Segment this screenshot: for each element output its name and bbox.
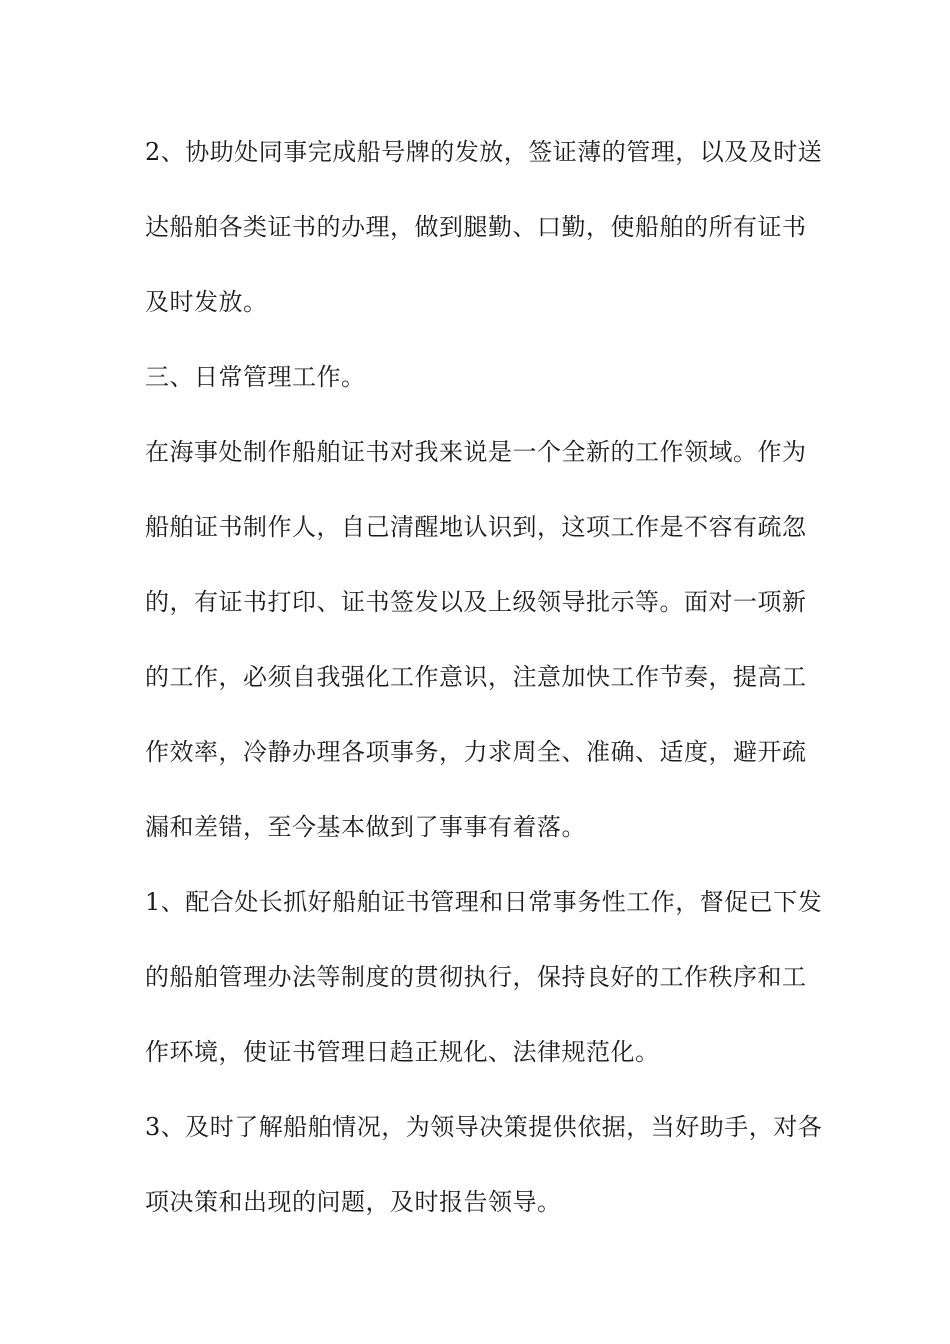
text-line: 船舶证书制作人，自己清醒地认识到，这项工作是不容有疏忽 [145,513,807,541]
text-line: 漏和差错，至今基本做到了事事有着落。 [145,813,586,841]
text-line: 在海事处制作船舶证书对我来说是一个全新的工作领域。作为 [145,438,807,466]
text-line: 的，有证书打印、证书签发以及上级领导批示等。面对一项新 [145,588,807,616]
text-line: 达船舶各类证书的办理，做到腿勤、口勤，使船舶的所有证书 [145,213,807,241]
text-line: 的工作，必须自我强化工作意识，注意加快工作节奏，提高工 [145,663,807,691]
text-line: 作效率，冷静办理各项事务，力求周全、准确、适度，避开疏 [145,738,807,766]
text-line: 项决策和出现的问题，及时报告领导。 [145,1188,562,1216]
text-line: 1、配合处长抓好船舶证书管理和日常事务性工作，督促已下发 [145,888,823,916]
text-line: 3、及时了解船舶情况，为领导决策提供依据，当好助手，对各 [145,1113,823,1141]
section-heading: 三、日常管理工作。 [145,363,366,391]
text-line: 及时发放。 [145,288,268,316]
text-line: 的船舶管理办法等制度的贯彻执行，保持良好的工作秩序和工 [145,963,807,991]
text-line: 2、协助处同事完成船号牌的发放，签证薄的管理，以及及时送 [145,138,823,166]
text-line: 作环境，使证书管理日趋正规化、法律规范化。 [145,1038,660,1066]
